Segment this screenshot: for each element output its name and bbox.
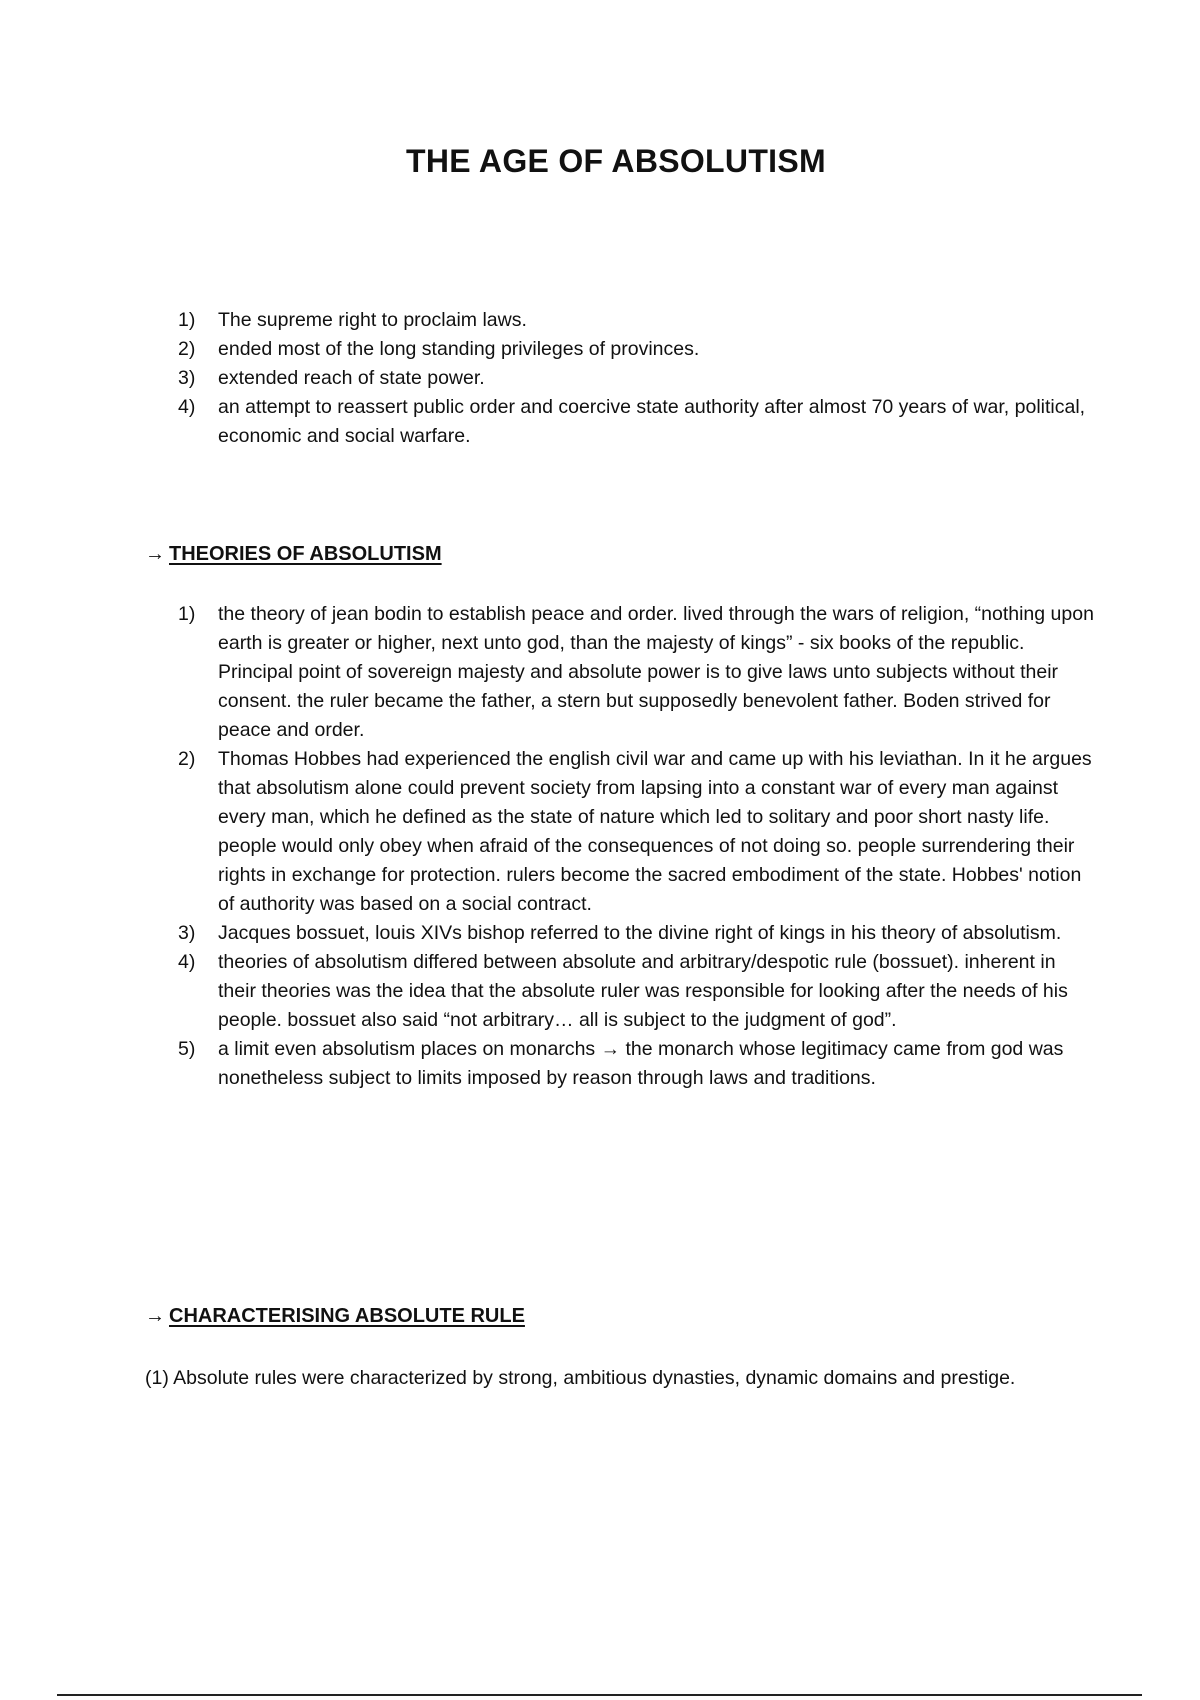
list-item-number: 4) (178, 951, 196, 973)
list-item-number: 3) (178, 922, 196, 944)
list-item (178, 948, 1098, 1035)
right-arrow-icon: → (145, 543, 165, 565)
list-item-text: Jacques bossuet, louis XIVs bishop referred to the divine right of kings in his theory of absolutism. (218, 922, 1062, 944)
list-item (178, 335, 1098, 364)
section-heading-text: THEORIES OF ABSOLUTISM (169, 543, 442, 565)
list-item-text: a limit even absolutism places on monarchs → the monarch whose legitimacy came from god was nonetheless subject to limits imposed by reason through laws and traditions. (218, 1038, 1064, 1089)
list-item-number: 4) (178, 396, 196, 418)
section-heading-theories (145, 543, 442, 566)
list-item (178, 1035, 1098, 1093)
intro-list (178, 306, 1098, 451)
list-item-text: extended reach of state power. (218, 367, 485, 389)
list-item (178, 364, 1098, 393)
list-item-text: the theory of jean bodin to establish peace and order. lived through the wars of religion, “nothing upon earth is greater or higher, next unto god, than the majesty of kings” - six books of the republic. Principal point of sovereign majesty and absolute power is to give laws unto subjects without their consent. the ruler became the father, a stern but supposedly benevolent father. Boden strived for peace and order. (218, 603, 1094, 741)
list-item-number: 5) (178, 1038, 196, 1060)
section-heading-text: CHARACTERISING ABSOLUTE RULE (169, 1305, 525, 1327)
list-item (178, 393, 1098, 451)
list-item-text: The supreme right to proclaim laws. (218, 309, 527, 331)
list-item-text: an attempt to reassert public order and coercive state authority after almost 70 years of war, political, economic and social warfare. (218, 396, 1086, 447)
footer-divider (57, 1694, 1142, 1696)
list-item-text: theories of absolutism differed between absolute and arbitrary/despotic rule (bossuet). inherent in their theories was the idea that the absolute ruler was responsible for looking after the needs of his people. bossuet also said “not arbitrary… all is subject to the judgment of god”. (218, 951, 1068, 1031)
list-item-text: ended most of the long standing privileges of provinces. (218, 338, 700, 360)
list-item-number: 2) (178, 338, 196, 360)
right-arrow-icon: → (145, 1305, 165, 1327)
theories-list (178, 600, 1098, 1093)
list-item (178, 306, 1098, 335)
list-item-number: 1) (178, 603, 196, 625)
list-item-number: 2) (178, 748, 196, 770)
list-item-number: 3) (178, 367, 196, 389)
list-item (178, 919, 1098, 948)
list-item (178, 745, 1098, 919)
list-item (178, 600, 1098, 745)
characterising-paragraph: (1) Absolute rules were characterized by strong, ambitious dynasties, dynamic domains and prestige. (145, 1367, 1016, 1389)
section-heading-characterising (145, 1305, 525, 1328)
list-item-number: 1) (178, 309, 196, 331)
page-title: THE AGE OF ABSOLUTISM (406, 143, 826, 179)
list-item-text: Thomas Hobbes had experienced the english civil war and came up with his leviathan. In it he argues that absolutism alone could prevent society from lapsing into a constant war of every man against every man, which he defined as the state of nature which led to solitary and poor short nasty life. people would only obey when afraid of the consequences of not doing so. people surrendering their rights in exchange for protection. rulers become the sacred embodiment of the state. Hobbes' notion of authority was based on a social contract. (218, 748, 1092, 915)
